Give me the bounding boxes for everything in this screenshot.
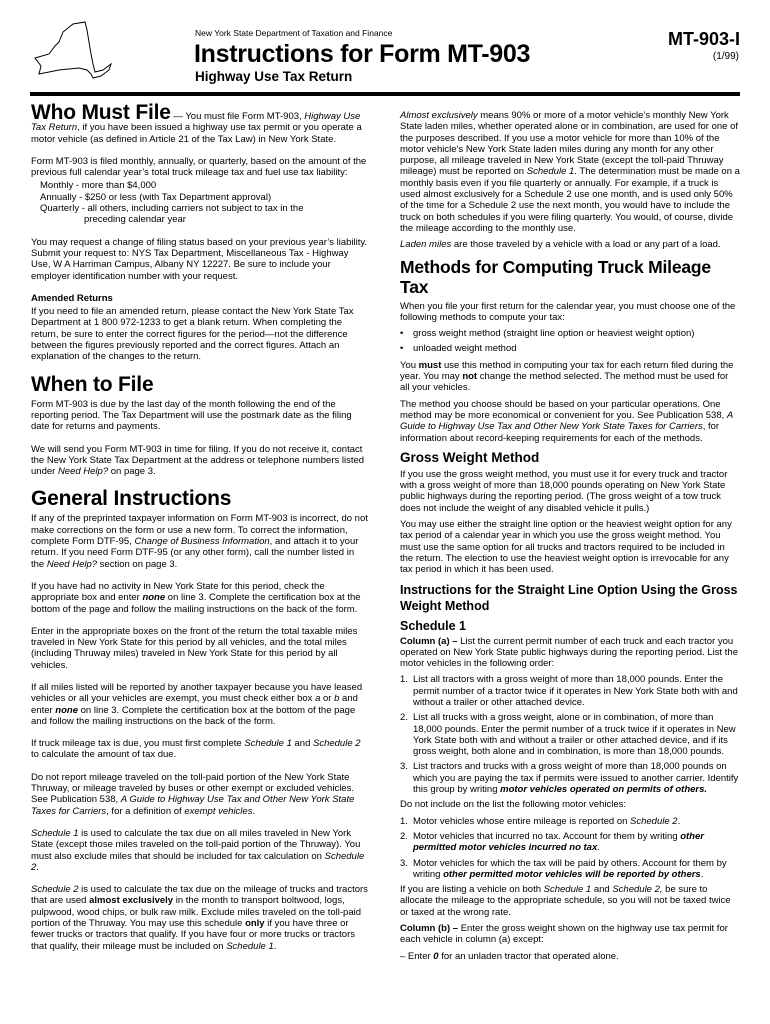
straight-line-heading: Instructions for the Straight Line Option Using the Gross Weight Method — [400, 582, 738, 613]
term: Laden miles — [400, 239, 452, 251]
schedule-monthly: Monthly - more than $4,000 — [40, 180, 157, 192]
page-subtitle: Highway Use Tax Return — [195, 69, 353, 84]
form-id: MT-903-I — [667, 29, 740, 49]
bullet-icon: • — [400, 343, 404, 355]
list-item — [400, 712, 740, 757]
text: If any of the preprinted taxpayer information on Form MT-903 is incorrect, do not make corrections on the form or use a new form. To correct the information, complete Form DTF-95, — [31, 513, 368, 548]
amended-returns-heading: Amended Returns — [31, 292, 113, 304]
text: Do not report mileage traveled on the toll-paid portion of the New York State Thruway, or mileage traveled by buses or other exempt or excluded vehicles. See Publication 538, — [31, 771, 354, 806]
text: on line 3. Complete the certification box at the bottom of the page and follow the mailing instructions on the back of the form. — [31, 704, 356, 727]
text: or — [320, 693, 335, 705]
text: . — [677, 815, 681, 827]
bullet-icon: • — [400, 328, 404, 340]
must-use-paragraph — [400, 360, 740, 394]
text: . — [252, 805, 256, 817]
text: unloaded weight method — [413, 343, 517, 355]
text: List tractors and trucks with a gross weight of more than 18,000 pounds on which you are paying the tax if permits were issued to another carrier. Identify this group by writing — [413, 761, 739, 796]
form-name: Highway Use Tax Return — [31, 111, 361, 134]
page-title: Instructions for Form MT-903 — [194, 40, 531, 68]
general-paragraph-2 — [31, 581, 369, 615]
text: List all tractors with a gross weight of more than 18,000 pounds. Enter the permit number of a tractor twice if it operates in New York State both with and without a trailer or other attached device. — [413, 674, 738, 708]
emphasis: none — [142, 592, 166, 604]
term: exempt vehicles — [184, 805, 253, 817]
form-date: (1/99) — [712, 51, 739, 62]
list-number: 3. — [400, 857, 408, 869]
schedule-ref: Schedule 1 — [526, 166, 575, 178]
general-paragraph-8 — [31, 884, 369, 952]
emphasis: other permitted motor vehicles will be reported by others — [443, 868, 701, 880]
schedule-ref: Schedule 1 — [244, 738, 292, 750]
emphasis: motor vehicles operated on permits of others. — [500, 784, 708, 796]
text: If you are listing a vehicle on both — [400, 884, 544, 896]
text: . — [36, 861, 39, 873]
general-paragraph-5 — [31, 738, 369, 761]
general-paragraph-4 — [31, 682, 369, 727]
dash: – — [400, 950, 406, 962]
text: are those traveled by a vehicle with a load or any part of a load. — [451, 239, 721, 251]
dash: — — [170, 111, 186, 122]
term: Almost exclusively — [400, 110, 478, 121]
send-form-paragraph — [31, 444, 369, 478]
text: for an unladen tractor that operated alone. — [438, 950, 619, 962]
who-must-file-heading: Who Must File — [31, 101, 171, 124]
text: means 90% or more of a motor vehicle’s monthly New York State laden miles, whether operated alone or in combination, are used for one of the purposes described. If you use a motor vehicle for more than 10% of the motor vehicle’s New York State laden miles during any month for any other purpose, all mileage traveled in New York State (except the toll-paid Thruway mileage) must be reported on — [400, 110, 738, 178]
box-ref: b — [334, 693, 340, 705]
publication-title: A Guide to Highway Use Tax and Other New York State Taxes for Carriers — [31, 794, 355, 817]
amended-returns-paragraph: If you need to file an amended return, please contact the New York State Tax Department at 1 800 972-1233 to get a blank return. When completing the return, be sure to enter the correct figures for the period—not the difference between the figures previously reported and the correct figures. Attach an explanation of the changes to the return. — [31, 306, 354, 363]
gross-weight-heading: Gross Weight Method — [400, 449, 540, 465]
text: The method you choose should be based on your particular operations. One method may be more economical or convenient for you. See Publication 538, — [400, 398, 727, 421]
text: If you have had no activity in New York State for this period, check the appropriate box and enter — [31, 580, 325, 604]
schedule-ref: Schedule 1 — [31, 827, 79, 839]
box-ref: a — [315, 693, 321, 705]
list-number: 1. — [400, 815, 408, 827]
text: You — [400, 359, 419, 371]
list-item — [400, 816, 740, 827]
schedule-quarterly: Quarterly - all others, including carriers not subject to tax in the — [40, 203, 304, 215]
text: , and attach it to your return. If you need Form DTF-95 (or any other form), call the number listed in the — [31, 536, 359, 570]
list-item — [400, 858, 740, 881]
general-paragraph-1 — [31, 513, 369, 569]
schedule-ref: Schedule 2 — [31, 884, 79, 896]
laden-miles-paragraph — [400, 239, 740, 250]
emphasis: almost exclusively — [89, 895, 174, 907]
text: on page 3. — [108, 466, 156, 478]
text: . The determination must be made on a monthly basis even if you file quarterly or annually. For example, if a truck is used almost exclusively for a Schedule 2 use one month, and is used only 50% of the time for a Schedule 2 use the next month, you would have to include the truck on both schedules if you were filing quarterly. You would, of course, divide the mileage according to the monthly use. — [400, 166, 740, 234]
text: use this method in computing your tax for each return filed during the year. You may — [400, 359, 734, 383]
schedule-ref: Schedule 2 — [31, 850, 365, 873]
text: Motor vehicles for which the tax will be paid by others. Account for them by writing — [413, 857, 727, 880]
general-paragraph-3: Enter in the appropriate boxes on the front of the return the total taxable miles traveled in New York State for this period by all vehicles, and the total miles (including Thruway miles) traveled in New York State for this period by all vehicles. — [31, 625, 358, 671]
text: . — [700, 868, 704, 880]
need-help-ref: Need Help? — [46, 558, 98, 570]
emphasis: 0 — [433, 950, 439, 962]
text: . — [273, 940, 277, 952]
text: section on page 3. — [97, 558, 178, 570]
list-item — [400, 831, 740, 854]
schedule-ref: Schedule 2, — [612, 884, 663, 896]
almost-exclusively-paragraph — [400, 110, 740, 234]
text: You must file Form MT-903, — [185, 111, 305, 122]
text: List the current permit number of each truck and each tractor you operated on New York State public highways during the reporting period. List the motor vehicles in the following order: — [400, 635, 738, 670]
text: Enter — [405, 950, 434, 962]
text: on line 3. Complete the certification box at the bottom of the page and follow the mailing instructions on the back of the form. — [31, 592, 361, 615]
publication-title: A Guide to Highway Use Tax and Other New York State Taxes for Carriers — [400, 409, 733, 433]
right-column — [400, 110, 740, 962]
text: If all miles listed will be reported by another taxpayer because you have leased vehicles or all your vehicles are exempt, you must check either box — [31, 681, 363, 705]
text: and — [591, 884, 613, 896]
text: If truck mileage tax is due, you must first complete — [31, 738, 245, 750]
do-not-include-paragraph: Do not include on the list the following motor vehicles: — [400, 799, 627, 811]
list-number: 1. — [400, 674, 408, 686]
emphasis: none — [55, 704, 78, 716]
text: , if you have been issued a highway use tax permit or you operate a motor vehicle (as defined in Article 21 of the Tax Law) in New York State. — [31, 122, 362, 145]
column-a-paragraph — [400, 636, 740, 670]
text: if you have three or fewer trucks or tractors that qualify. If you have four or more trucks or tractors that qualify, their mileage must be included on — [31, 918, 355, 952]
column-label: Column (a) – — [400, 635, 458, 647]
new-york-state-map-icon — [29, 20, 113, 82]
column-label: Column (b) – — [400, 923, 459, 935]
schedule-ref: Schedule 1 — [226, 940, 274, 952]
schedule-1-heading: Schedule 1 — [400, 618, 466, 633]
general-paragraph-7 — [31, 828, 369, 873]
list-item — [400, 343, 740, 354]
schedule-quarterly-cont: preceding calendar year — [84, 214, 186, 226]
list-item — [400, 951, 740, 962]
filing-frequency-paragraph: Form MT-903 is filed monthly, annually, or quarterly, based on the amount of the previous full calendar year’s total truck mileage tax and fuel use tax liability: — [31, 155, 367, 179]
emphasis: not — [462, 371, 478, 383]
choose-method-paragraph — [400, 399, 740, 444]
text: is used to calculate the tax due on all miles traveled in New York State (except those miles traveled on the toll-paid portion of the Thruway). You must also exclude miles that should be included for tax calculation on — [31, 827, 361, 862]
when-to-file-paragraph: Form MT-903 is due by the last day of the month following the end of the reporting period. The Tax Department will use the postmark date as the filing date for returns and payments. — [31, 398, 352, 433]
agency-name: New York State Department of Taxation and Finance — [195, 28, 393, 38]
methods-heading: Methods for Computing Truck Mileage Tax — [400, 256, 711, 297]
text: to calculate the amount of tax due. — [31, 749, 177, 761]
list-item — [400, 328, 740, 339]
text: , for a definition of — [106, 805, 185, 817]
gross-weight-paragraph-2: You may use either the straight line option or the heaviest weight option for any tax period of a calendar year in which you use the gross weight method. You must use the same option for all trucks and tractors required to be included in the return. The election to use the heaviest weight option is irrevocable for any tax period in which it has been used. — [400, 519, 732, 576]
emphasis: must — [418, 359, 442, 371]
header-rule — [30, 92, 740, 96]
emphasis: other permitted motor vehicles incurred no tax — [413, 830, 704, 854]
column-b-paragraph — [400, 923, 740, 946]
list-number: 3. — [400, 761, 408, 773]
schedule-ref: Schedule 1 — [543, 884, 592, 896]
form-title: Change of Business Information — [134, 536, 270, 548]
who-must-file-paragraph — [31, 101, 369, 145]
text: , for information about record-keeping requirements for each of the methods. — [400, 421, 720, 444]
text: gross weight method (straight line option or heaviest weight option) — [413, 328, 695, 340]
list-item — [400, 761, 740, 795]
text: be sure to allocate the mileage to the appropriate schedule, so you will not be taxed twice or taxed at the wrong rate. — [400, 884, 731, 918]
change-status-paragraph: You may request a change of filing status based on your previous year’s liability. Submit your request to: NYS Tax Department, Miscellaneous Tax - Highway Use, W A Harriman Campus, Albany NY 12227. Be sure to include your employer identification number with your request. — [31, 236, 368, 282]
text: change the method selected. The method must be used for all your vehicles. — [400, 371, 729, 394]
schedule-annually: Annually - $250 or less (with Tax Department approval) — [40, 191, 272, 203]
text: Motor vehicles whose entire mileage is reported on — [413, 815, 631, 827]
schedule-ref: Schedule 2 — [313, 738, 361, 750]
text: . — [597, 842, 600, 854]
text: We will send you Form MT-903 in time for filing. If you do not receive it, contact the New York State Tax Department at the address or telephone numbers listed under — [31, 443, 365, 478]
schedule-ref: Schedule 2 — [630, 815, 678, 827]
need-help-ref: Need Help? — [57, 466, 109, 478]
text: Enter the gross weight shown on the highway use tax permit for each vehicle in column (a) except: — [400, 923, 728, 946]
left-column — [31, 101, 369, 963]
when-to-file-heading: When to File — [31, 372, 154, 396]
list-number: 2. — [400, 712, 408, 724]
emphasis: only — [245, 918, 265, 930]
list-number: 2. — [400, 830, 408, 842]
methods-paragraph: When you file your first return for the calendar year, you must choose one of the following methods to compute your tax: — [400, 300, 736, 323]
general-instructions-heading: General Instructions — [31, 487, 232, 511]
listing-both-paragraph — [400, 884, 740, 918]
text: is used to calculate the tax due on the mileage of trucks and tractors that are used — [31, 884, 368, 907]
text: Motor vehicles that incurred no tax. Account for them by writing — [413, 830, 681, 842]
text: in the month to transport boltwood, logs, pulpwood, wood chips, or bulk raw milk. Exclude miles traveled on the toll-paid portion of the Thruway. You may use this schedule — [31, 895, 362, 930]
text: List all trucks with a gross weight, alone or in combination, of more than 18,000 pounds. Enter the permit number of a truck twice if it operates in New York State both with and without a trailer or other attached device, and if its gross weight, both alone and in combination, is more than 18,000 pounds. — [413, 712, 736, 758]
general-paragraph-6 — [31, 772, 369, 817]
gross-weight-paragraph-1: If you use the gross weight method, you must use it for every truck and tractor with a gross weight of more than 18,000 pounds operating on New York State public highways during the reporting period. (The gross weight of a tow truck does not include the weight of any disabled vehicle it pulls.) — [400, 468, 728, 514]
text: and enter — [31, 693, 358, 716]
text: and — [291, 738, 313, 750]
list-item — [400, 674, 740, 708]
